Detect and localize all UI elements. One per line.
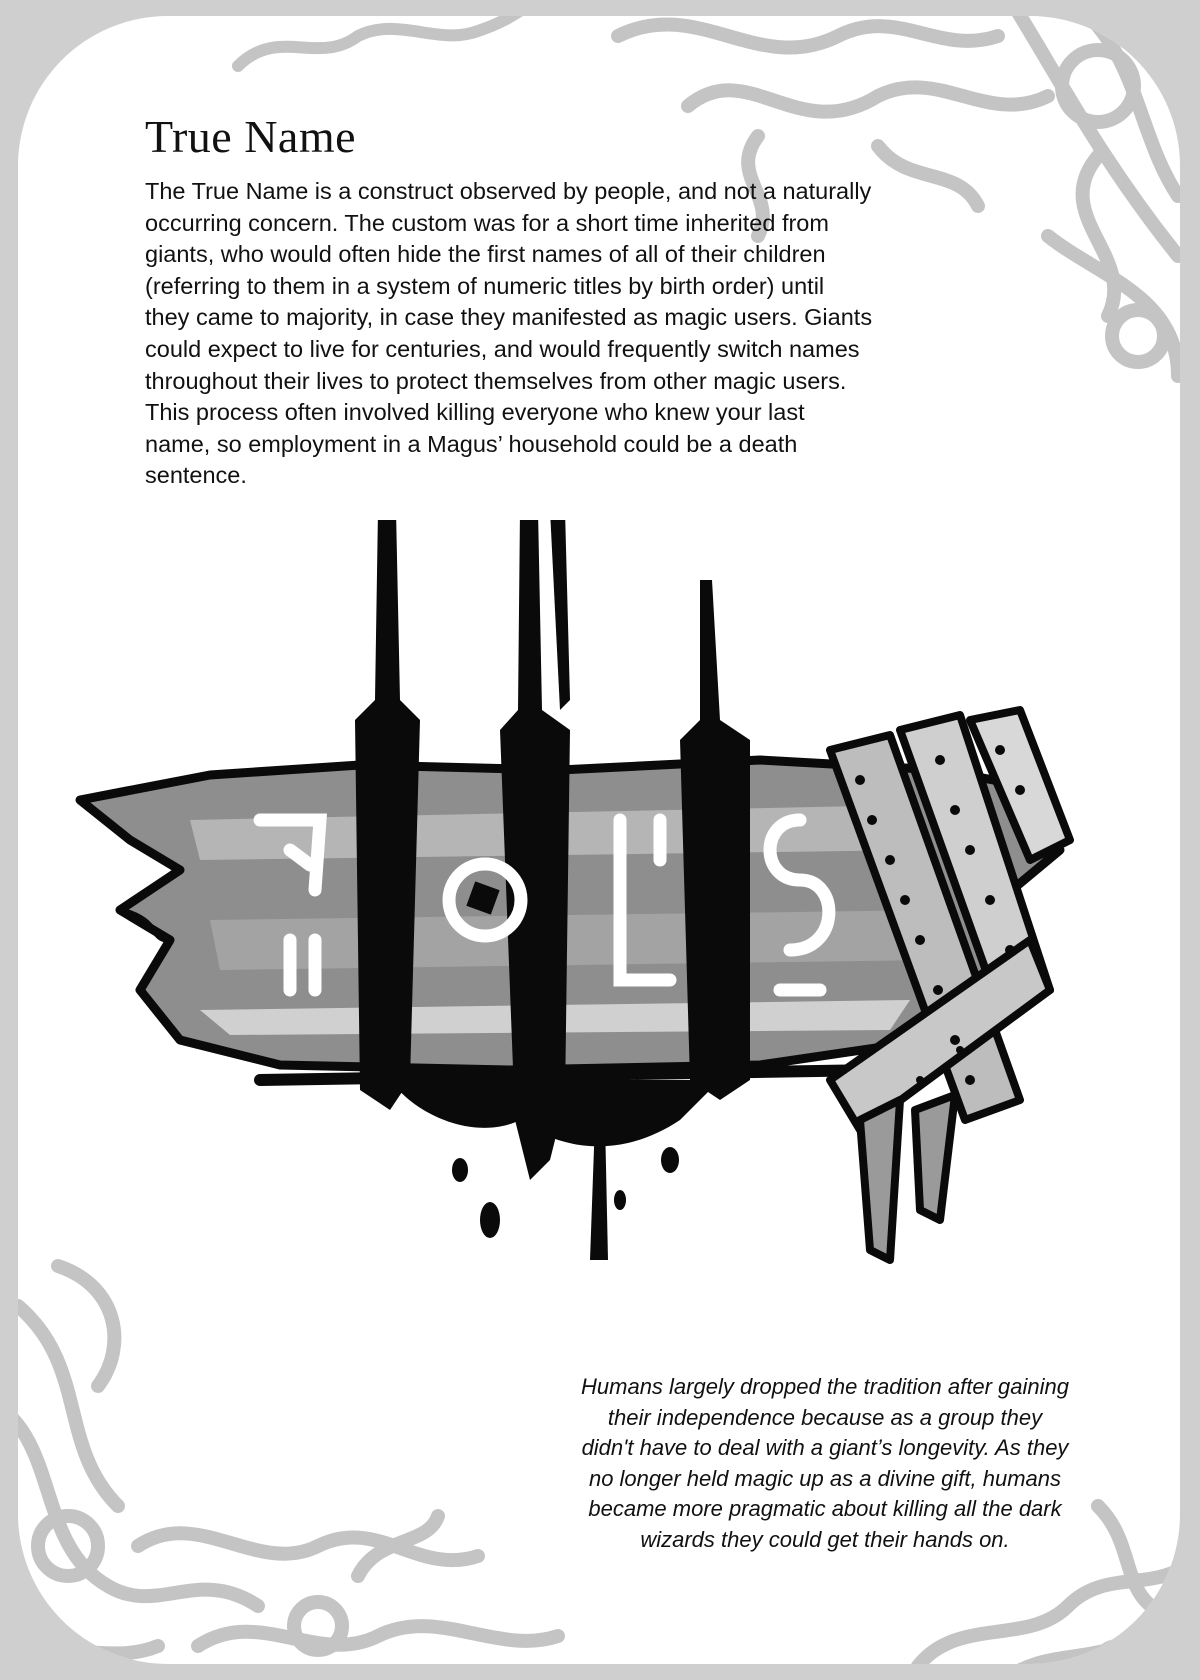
body-paragraph: The True Name is a construct observed by people, and not a naturally occurring concern. The custom was for a short time inherited from giants, who would often hide the first names of all of their children (referring to them in a system of numeric titles by birth order) until they came to majority, in case they manifested as magic users. Giants could expect to live for centuries, and would frequently switch names throughout their lives to protect themselves from other magic users. This process often involved killing everyone who knew your last name, so employment in a Magus’ household could be a death sentence. <box>145 178 873 489</box>
page-title: True Name <box>145 111 357 162</box>
knotwork-ornament-icon <box>218 16 538 86</box>
illustration-caption: Humans largely dropped the tradition after gaining their independence because as a group they didn't have to deal with a giant’s longevity. As they no longer held magic up as a divine gift, humans became more pragmatic about killing all the dark wizards they could get their hands on. <box>581 1374 1069 1552</box>
sign-illustration <box>60 520 1140 1360</box>
ink-drip-icon <box>355 520 750 1260</box>
